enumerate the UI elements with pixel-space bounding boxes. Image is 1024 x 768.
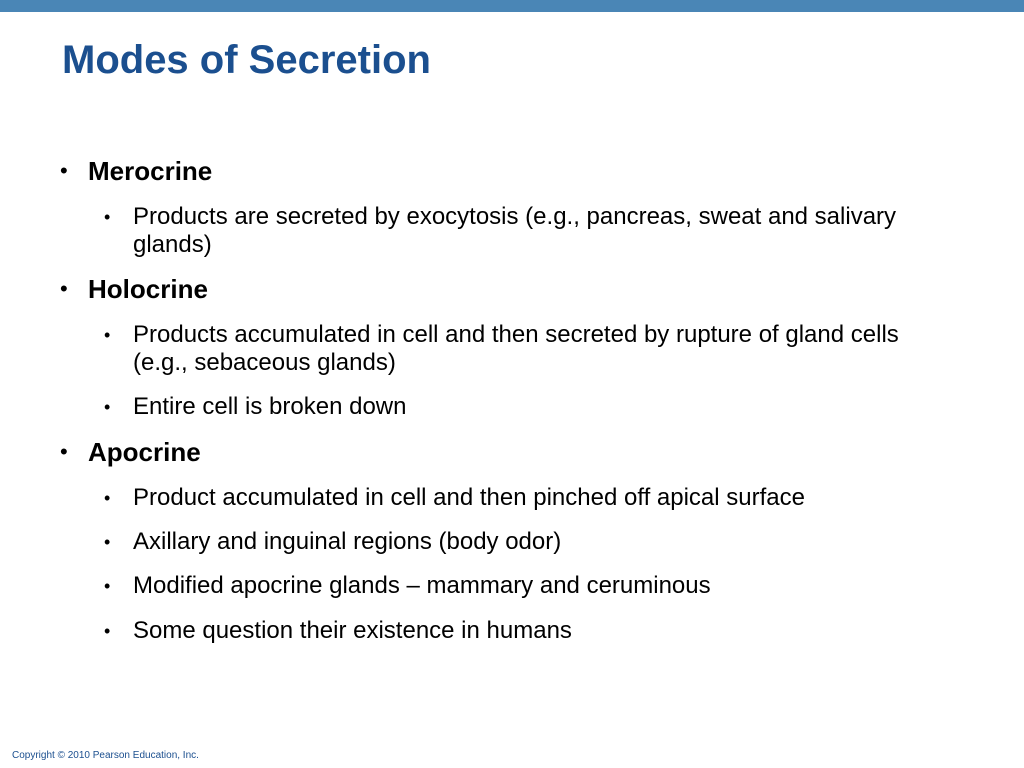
copyright-notice: Copyright © 2010 Pearson Education, Inc.: [12, 750, 199, 761]
sub-bullet-dot: •: [104, 325, 111, 345]
sub-bullet-text: Products accumulated in cell and then secreted by rupture of gland cells (e.g., sebaceous glands): [133, 321, 899, 376]
sub-bullet-dot: •: [104, 532, 111, 552]
sub-bullet-dot: •: [104, 621, 111, 641]
slide-title: Modes of Secretion: [62, 38, 431, 82]
sub-bullet-text: Some question their existence in humans: [133, 617, 572, 644]
sub-bullet-dot: •: [104, 207, 111, 227]
bullet-dot: •: [60, 439, 68, 464]
sub-bullet-dot: •: [104, 397, 111, 417]
bullet-label: Holocrine: [88, 274, 208, 304]
sub-bullet-text: Axillary and inguinal regions (body odor): [133, 528, 562, 555]
bullet-label: Apocrine: [88, 437, 201, 467]
sub-bullet-text: Entire cell is broken down: [133, 393, 407, 420]
sub-bullet-dot: •: [104, 576, 111, 596]
bullet-dot: •: [60, 276, 68, 301]
bullet-dot: •: [60, 158, 68, 183]
sub-bullet-text: Modified apocrine glands – mammary and ceruminous: [133, 572, 711, 599]
sub-bullet-dot: •: [104, 488, 111, 508]
bullet-label: Merocrine: [88, 156, 213, 186]
sub-bullet-text: Products are secreted by exocytosis (e.g., pancreas, sweat and salivary glands): [133, 203, 897, 258]
sub-bullet-text: Product accumulated in cell and then pinched off apical surface: [133, 484, 805, 511]
